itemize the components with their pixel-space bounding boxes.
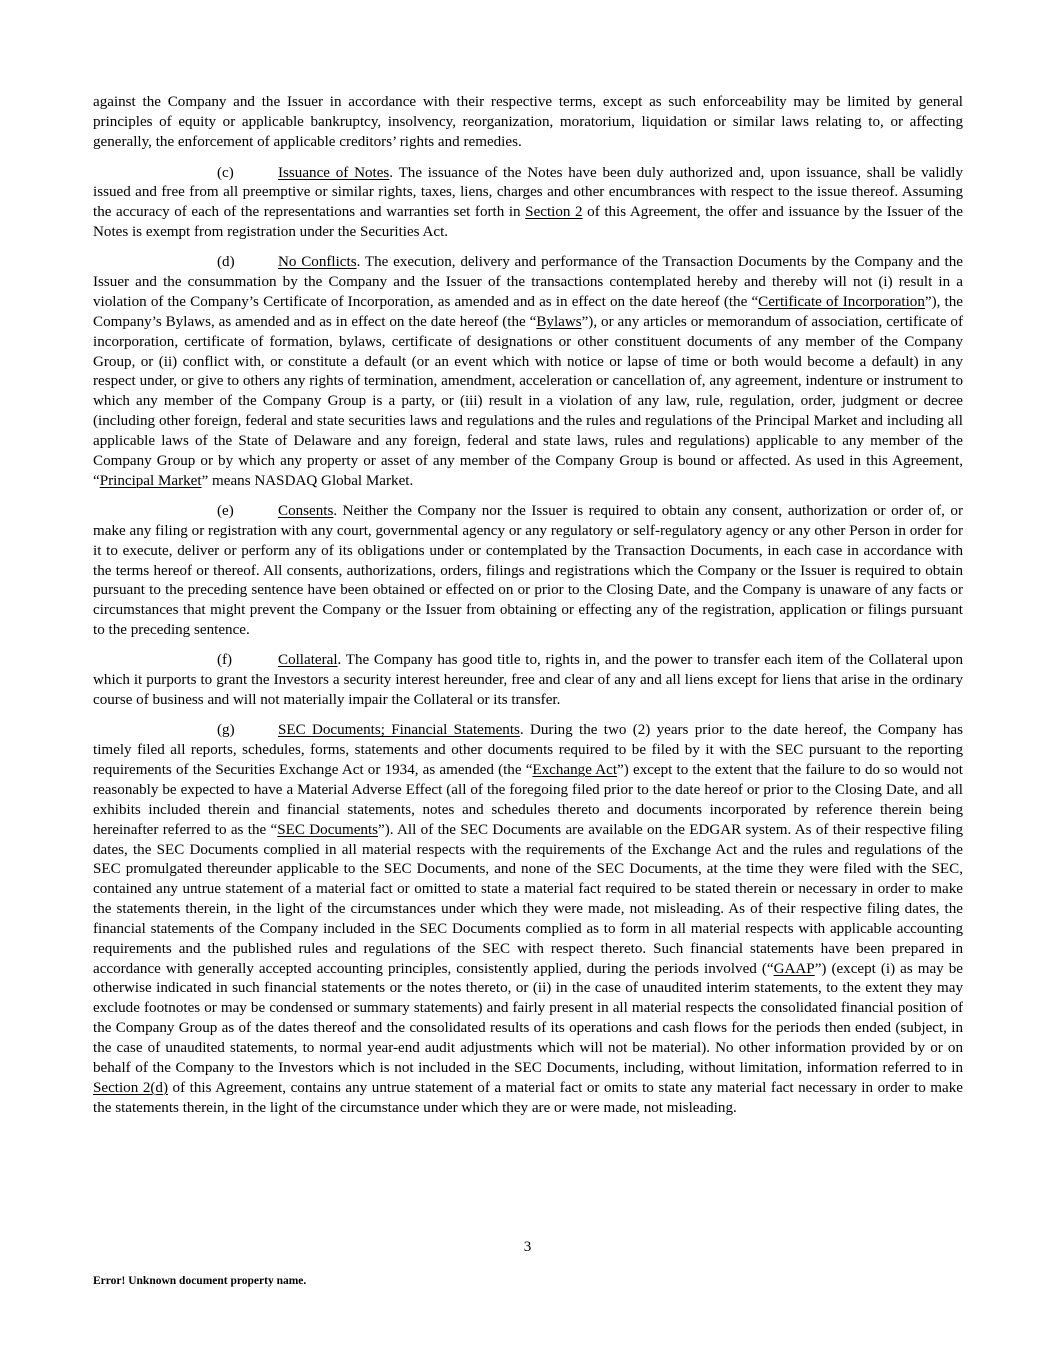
defined-term: SEC Documents — [277, 821, 379, 838]
defined-term: GAAP — [773, 960, 815, 977]
section-text: ”), the Company’s Bylaws, as amended and as in effect on the date hereof (the “ — [93, 294, 963, 330]
section-text: . The issuance of the Notes have been duly authorized and, upon issuance, shall be validly issued and free from all preemptive or similar rights, taxes, liens, charges and other encumbrances with respect to the issue thereof. Assuming the accuracy of each of the representations and warranties set forth in — [93, 164, 963, 221]
section-heading: Collateral — [278, 652, 338, 669]
document-footer: Error! Unknown document property name. — [93, 1275, 307, 1287]
defined-term: Bylaws — [536, 313, 582, 330]
section-text: . The Company has good title to, rights in, and the power to transfer each item of the Collateral upon which it purports to grant the Investors a security interest hereunder, free and clear of any and all liens except for liens that arise in the ordinary course of business and will not materially impair the Collateral or its transfer. — [93, 652, 963, 709]
section-text: ”). All of the SEC Documents are available on the EDGAR system. As of their respective filing dates, the SEC Documents complied in all material respects with the requirements of the Exchange Act and the rules and regulations of the SEC promulgated thereunder applicable to the SEC Documents, and none of the SEC Documents, at the time they were filed with the SEC, contained any untrue statement of a material fact or omitted to state a material fact required to be stated therein or necessary in order to make the statements therein, in the light of the circumstances under which they were made, not misleading. As of their respective filing dates, the financial statements of the Company included in the SEC Documents complied as to form in all material respects with applicable accounting requirements and the published rules and regulations of the SEC with respect thereto. Such financial statements have been prepared in accordance with generally accepted accounting principles, consistently applied, during the periods involved (“ — [93, 821, 963, 977]
document-page — [93, 93, 963, 1129]
section-label: (g) — [217, 722, 235, 739]
section-text: of this Agreement, contains any untrue statement of a material fact or omits to state any material fact necessary in order to make the statements therein, in the light of the circumstance under which they are or were made, not misleading. — [93, 1079, 963, 1116]
section-text: ”) (except (i) as may be otherwise indicated in such financial statements or the notes thereto, or (ii) in the case of unaudited interim statements, to the extent they may exclude footnotes or may be condensed or summary statements) and fairly present in all material respects the consolidated financial position of the Company Group as of the dates thereof and the consolidated results of its operations and cash flows for the periods then ended (subject, in the case of unaudited statements, to normal year-end audit adjustments which will not be material). No other information provided by or on behalf of the Company to the Investors which is not included in the SEC Documents, including, without limitation, information referred to in — [93, 960, 963, 1076]
section-heading: No Conflicts — [278, 254, 357, 271]
section-f — [93, 651, 963, 711]
section-text: ”) except to the extent that the failure to do so would not reasonably be expected to have a Material Adverse Effect (all of the foregoing filed prior to the date hereof or prior to the Closing Date, and all exhibits included therein and financial statements, notes and schedules thereto and documents incorporated by reference therein being hereinafter referred to as the “ — [93, 762, 963, 838]
continuation-text: against the Company and the Issuer in accordance with their respective terms, except as such enforceability may be limited by general principles of equity or applicable bankruptcy, insolvency, reorganization, moratorium, liquidation or similar laws relating to, or affecting generally, the enforcement of applicable creditors’ rights and remedies. — [93, 94, 963, 150]
section-text: . The execution, delivery and performance of the Transaction Documents by the Company and the Issuer and the consummation by the Company and the Issuer of the transactions contemplated hereby and thereby will not (i) result in a violation of the Company’s Certificate of Incorporation, as amended and as in effect on the date hereof (the “ — [93, 254, 963, 311]
section-c — [93, 164, 963, 243]
section-e — [93, 502, 963, 641]
section-label: (e) — [217, 503, 234, 520]
section-label: (f) — [217, 652, 233, 669]
section-label: (d) — [217, 254, 235, 271]
section-heading: Issuance of Notes — [278, 164, 390, 181]
section-g — [93, 721, 963, 1118]
section-text: . Neither the Company nor the Issuer is required to obtain any consent, authorization or order of, or make any filing or registration with any court, governmental agency or any regulatory or self-regulatory agency or any other Person in order for it to execute, deliver or perform any of its obligations under or contemplated by the Transaction Documents, in each case in accordance with the terms hereof or thereof. All consents, authorizations, orders, filings and registrations which the Company or the Issuer is required to obtain pursuant to the preceding sentence have been obtained or effected on or prior to the Closing Date, and the Company is unaware of any facts or circumstances that might prevent the Company or the Issuer from obtaining or effecting any of the registration, application or filings pursuant to the preceding sentence. — [93, 503, 963, 639]
section-text: ” means NASDAQ Global Market. — [201, 472, 414, 489]
section-text: . During the two (2) years prior to the date hereof, the Company has timely filed all reports, schedules, forms, statements and other documents required to be filed by it with the SEC pursuant to the reporting requirements of the Securities Exchange Act or 1934, as amended (the “ — [93, 722, 963, 779]
section-heading: Consents — [278, 503, 334, 520]
section-label: (c) — [217, 164, 234, 181]
defined-term: Certificate of Incorporation — [758, 294, 925, 311]
cross-reference: Section 2(d) — [93, 1079, 168, 1096]
section-text: of this Agreement, the offer and issuance by the Issuer of the Notes is exempt from registration under the Securities Act. — [93, 204, 963, 241]
paragraph-continuation — [93, 93, 963, 153]
defined-term: Exchange Act — [532, 762, 618, 779]
cross-reference: Section 2 — [525, 204, 583, 221]
page-number: 3 — [523, 1239, 532, 1255]
section-text: ”), or any articles or memorandum of association, certificate of incorporation, certificate of formation, bylaws, certificate of designations or other constituent documents of any member of the Company Group, or (ii) conflict with, or constitute a default (or an event which with notice or lapse of time or both would become a default) in any respect under, or give to others any rights of termination, amendment, acceleration or cancellation of, any agreement, indenture or instrument to which any member of the Company Group is a party, or (iii) result in a violation of any law, rule, regulation, order, judgment or decree (including other foreign, federal and state securities laws and regulations and the rules and regulations of the Principal Market and including all applicable laws of the State of Delaware and any foreign, federal and state laws, rules and regulations) applicable to any member of the Company Group or by which any property or asset of any member of the Company Group is bound or affected. As used in this Agreement, “ — [93, 313, 964, 489]
section-heading: SEC Documents; Financial Statements — [278, 722, 520, 739]
section-d — [93, 253, 963, 491]
defined-term: Principal Market — [99, 472, 202, 489]
